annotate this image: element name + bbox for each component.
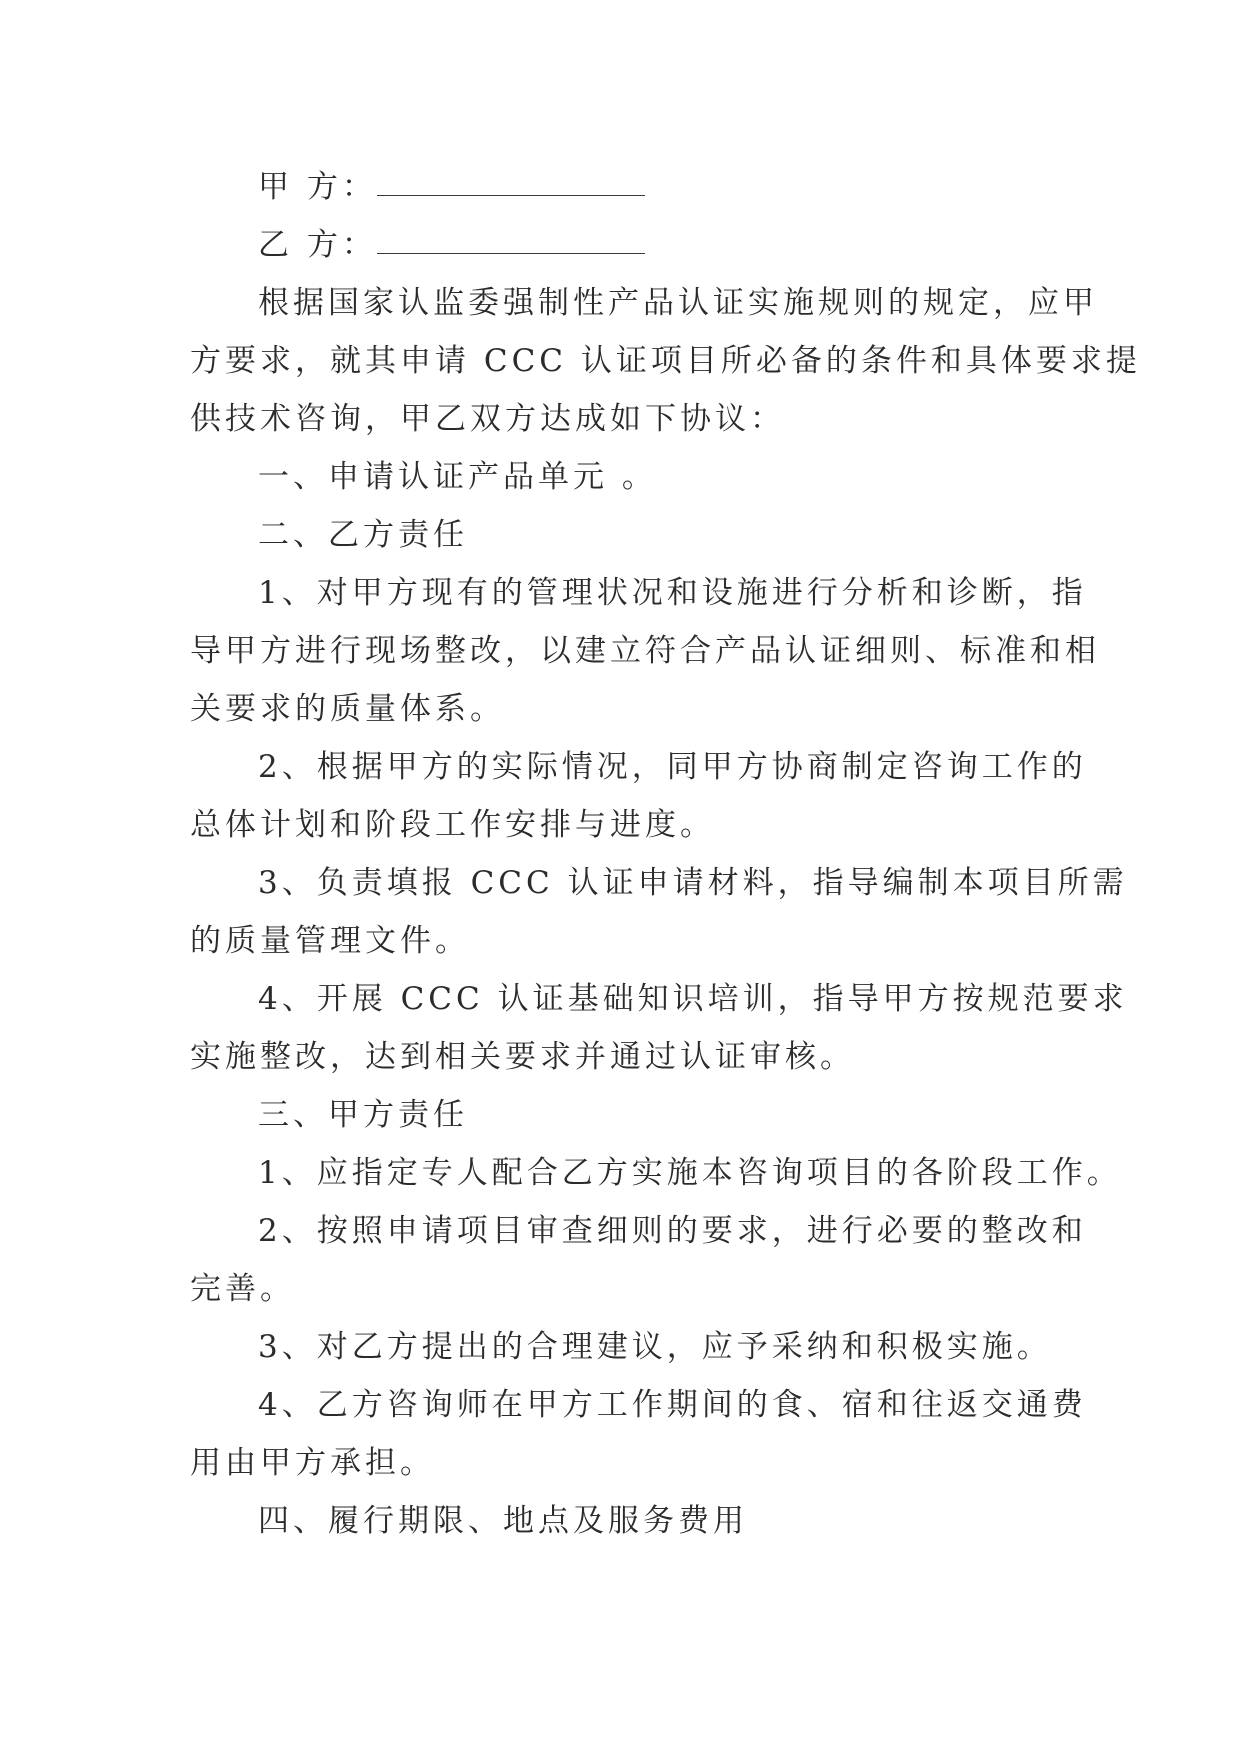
party-b-label: 乙 方：	[258, 227, 377, 263]
text-line: 1、对甲方现有的管理状况和设施进行分析和诊断，指	[258, 575, 1087, 611]
party-a-label: 甲 方：	[258, 169, 377, 205]
section-heading: 三、甲方责任	[258, 1097, 468, 1133]
text-line: 方要求，就其申请 CCC 认证项目所必备的条件和具体要求提	[190, 343, 1141, 379]
party-b-line	[190, 216, 1050, 274]
text-line: 总体计划和阶段工作安排与进度。	[190, 807, 715, 843]
party-a-blank	[377, 193, 645, 196]
text-line: 根据国家认监委强制性产品认证实施规则的规定，应甲	[258, 285, 1098, 321]
document-body	[190, 158, 1141, 1550]
text-line: 4、开展 CCC 认证基础知识培训，指导甲方按规范要求	[258, 981, 1128, 1017]
text-line: 3、对乙方提出的合理建议，应予采纳和积极实施。	[258, 1329, 1052, 1365]
text-line: 2、根据甲方的实际情况，同甲方协商制定咨询工作的	[258, 749, 1087, 785]
section-heading: 二、乙方责任	[258, 517, 468, 553]
text-line: 导甲方进行现场整改，以建立符合产品认证细则、标准和相	[190, 633, 1100, 669]
section-heading: 一、申请认证产品单元 。	[258, 459, 657, 495]
text-line: 实施整改，达到相关要求并通过认证审核。	[190, 1039, 855, 1075]
text-line: 3、负责填报 CCC 认证申请材料，指导编制本项目所需	[258, 865, 1128, 901]
text-line: 关要求的质量体系。	[190, 691, 505, 727]
text-line: 完善。	[190, 1271, 295, 1307]
text-line: 供技术咨询，甲乙双方达成如下协议：	[190, 401, 785, 437]
party-a-line	[190, 158, 1050, 216]
text-line: 4、乙方咨询师在甲方工作期间的食、宿和往返交通费	[258, 1387, 1087, 1423]
text-line: 用由甲方承担。	[190, 1445, 435, 1481]
text-line: 的质量管理文件。	[190, 923, 470, 959]
section-heading: 四、履行期限、地点及服务费用	[258, 1503, 748, 1539]
text-line: 1、应指定专人配合乙方实施本咨询项目的各阶段工作。	[258, 1155, 1122, 1191]
text-line: 2、按照申请项目审查细则的要求，进行必要的整改和	[258, 1213, 1087, 1249]
party-b-blank	[377, 251, 645, 254]
